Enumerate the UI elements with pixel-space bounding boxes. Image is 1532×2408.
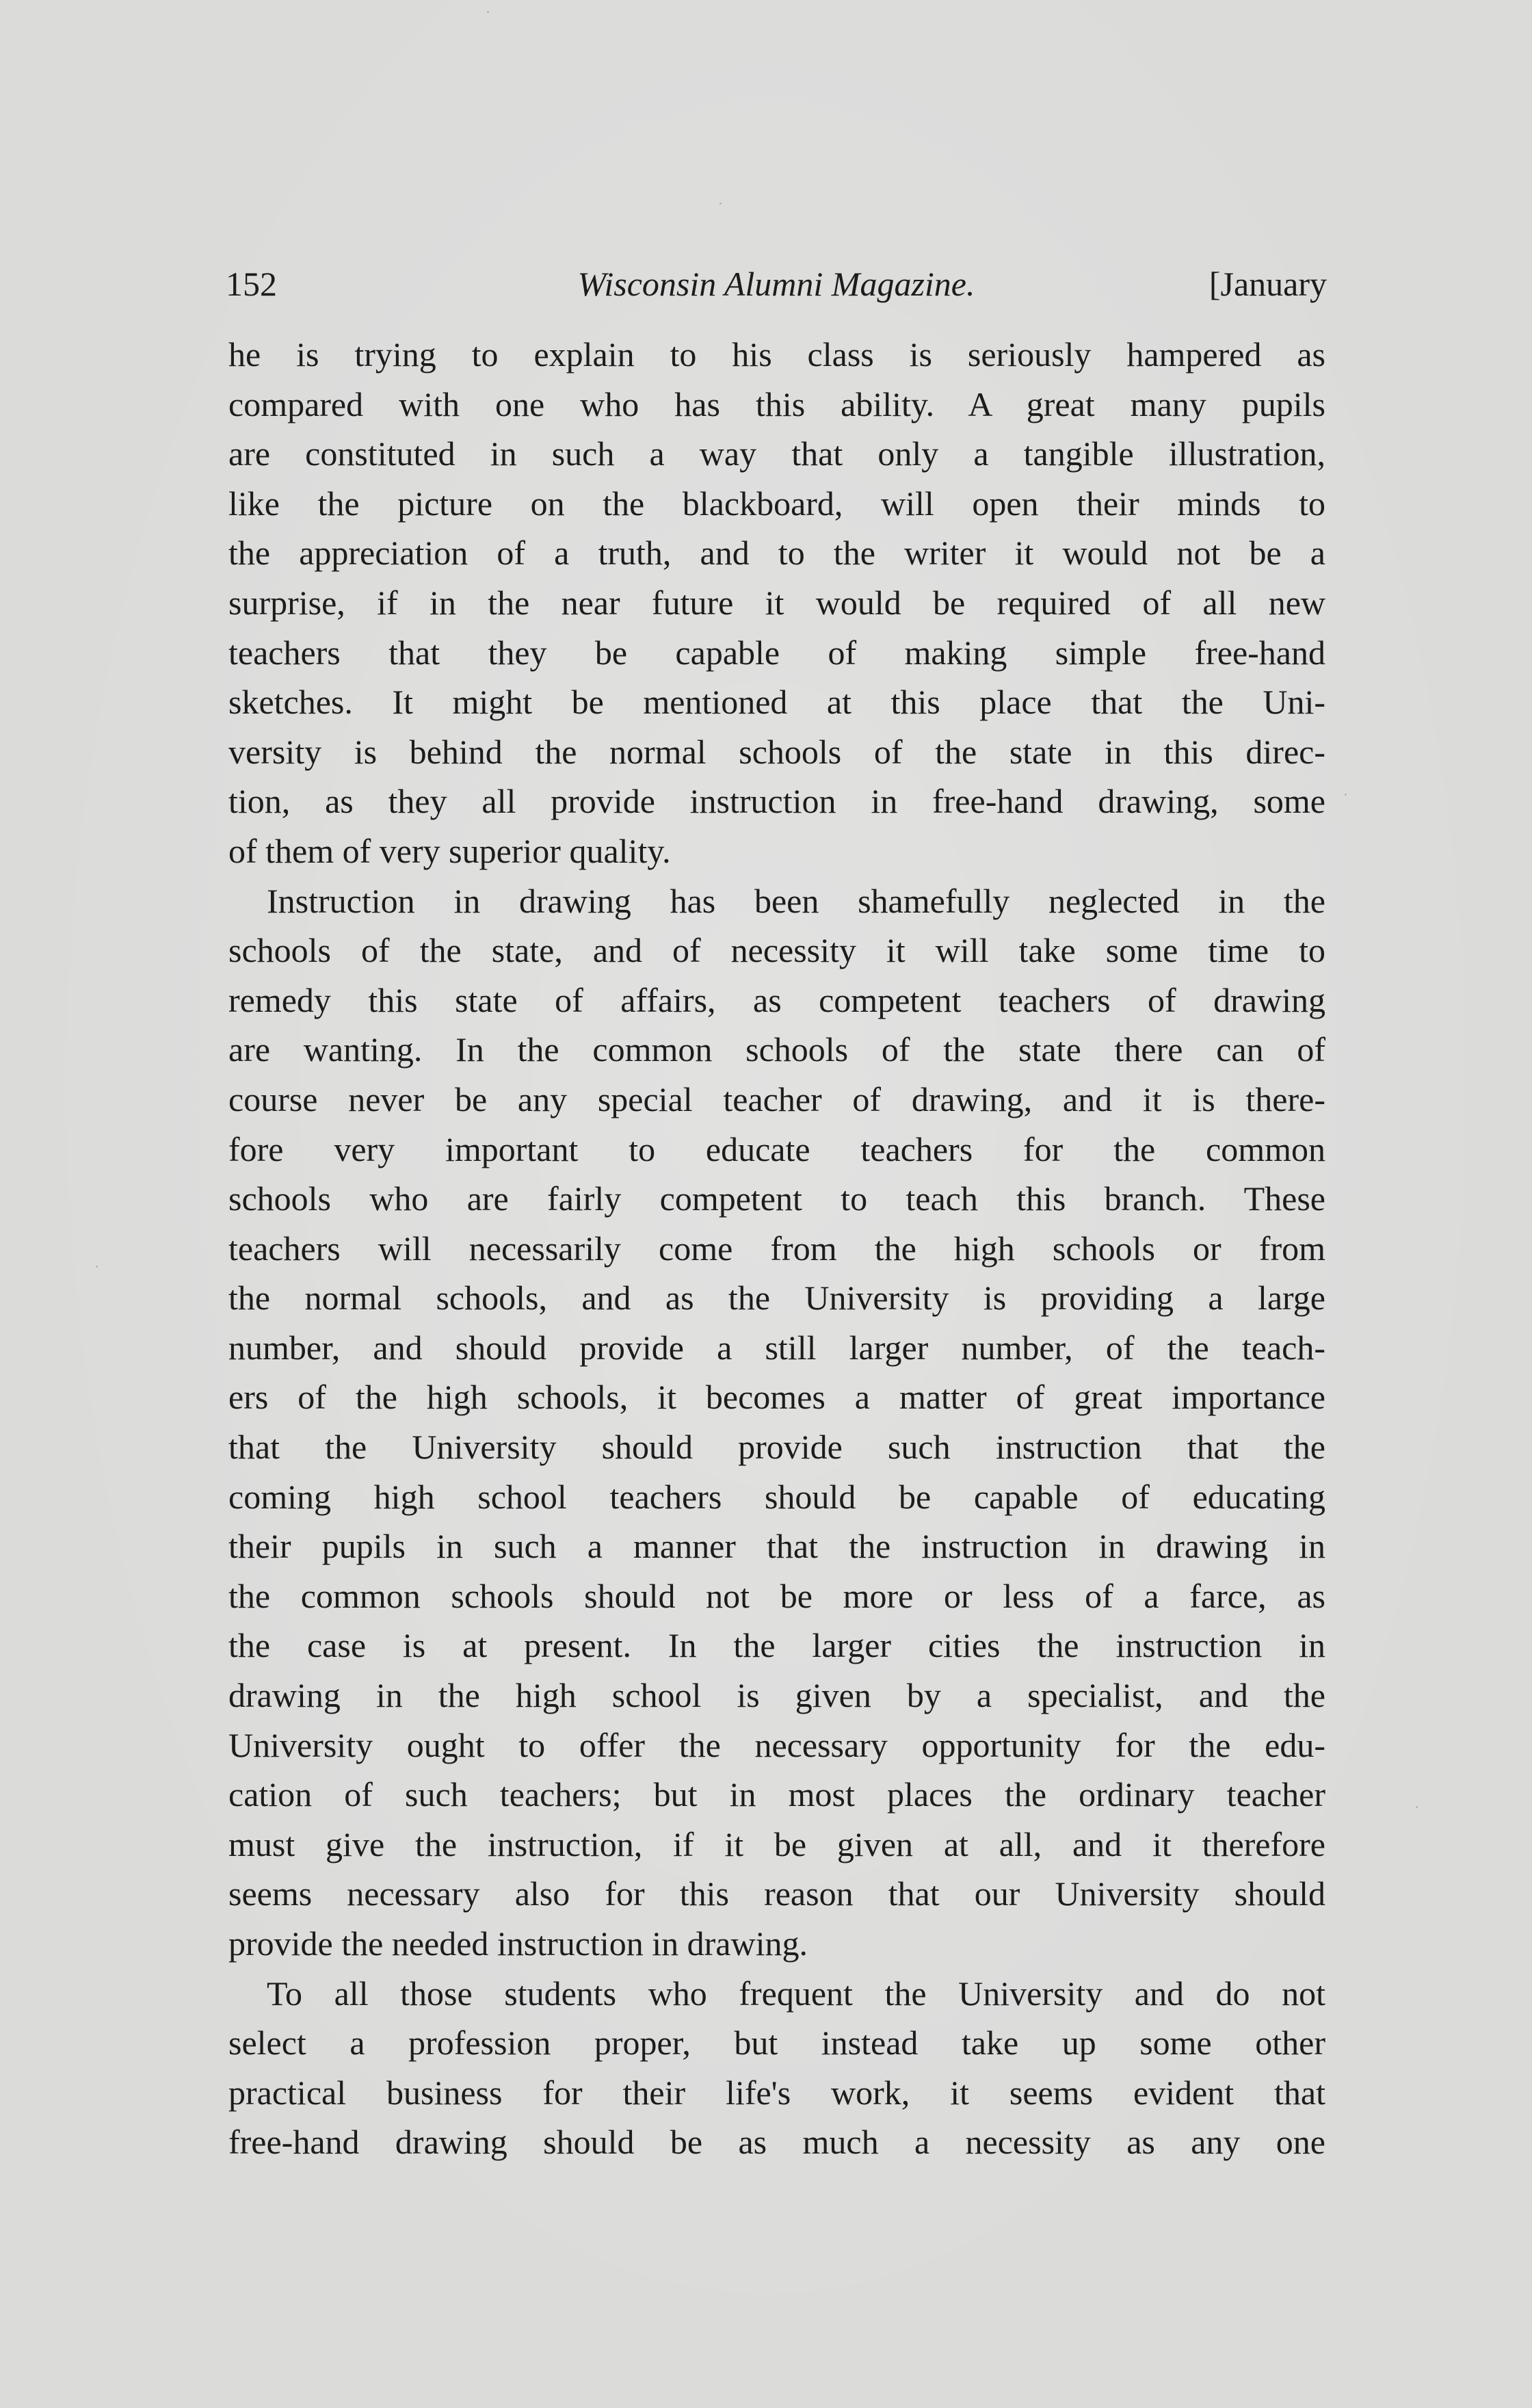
paper-speck [1345, 794, 1347, 796]
paper-speck [96, 1266, 98, 1268]
text-line: Instruction in drawing has been shamefully neglected in the [267, 881, 1325, 920]
text-line: schools of the state, and of necessity it will take some time to [228, 931, 1325, 970]
text-line: the common schools should not be more or less of a farce, as [228, 1576, 1325, 1615]
text-line: teachers that they be capable of making simple free-hand [228, 633, 1325, 672]
text-line: ers of the high schools, it becomes a matter of great importance [228, 1378, 1325, 1417]
text-line: tion, as they all provide instruction in free-hand drawing, some [228, 782, 1325, 821]
text-line: surprise, if in the near future it would be required of all new [228, 583, 1325, 622]
text-line: course never be any special teacher of drawing, and it is there- [228, 1079, 1325, 1118]
text-line: number, and should provide a still larger number, of the teach- [228, 1328, 1325, 1367]
text-line: University ought to offer the necessary opportunity for the edu- [228, 1725, 1325, 1764]
paper-speck [487, 11, 489, 13]
text-line: sketches. It might be mentioned at this place that the Uni- [228, 683, 1325, 722]
text-line: versity is behind the normal schools of the state in this direc- [228, 732, 1325, 771]
text-line: cation of such teachers; but in most places the ordinary teacher [228, 1775, 1325, 1814]
journal-title: Wisconsin Alumni Magazine. [577, 265, 975, 303]
text-line: the case is at present. In the larger cities the instruction in [228, 1626, 1325, 1665]
paragraph-3 [228, 1969, 1325, 2167]
text-line: he is trying to explain to his class is seriously hampered as [228, 335, 1325, 374]
text-line: the normal schools, and as the University is providing a large [228, 1279, 1325, 1318]
paper-speck [719, 202, 722, 205]
text-line: are constituted in such a way that only a tangible illustration, [228, 434, 1325, 473]
text-line: select a profession proper, but instead take up some other [228, 2024, 1325, 2063]
page-number: 152 [226, 265, 277, 303]
text-line: drawing in the high school is given by a specialist, and the [228, 1676, 1325, 1715]
paragraph-2 [228, 876, 1325, 1969]
text-line: coming high school teachers should be capable of educating [228, 1477, 1325, 1516]
text-line: must give the instruction, if it be given at all, and it therefore [228, 1824, 1325, 1863]
text-line: schools who are fairly competent to teach this branch. These [228, 1179, 1325, 1218]
text-line: provide the needed instruction in drawing. [228, 1924, 808, 1963]
text-line: the appreciation of a truth, and to the writer it would not be a [228, 534, 1325, 573]
text-line: compared with one who has this ability. A great many pupils [228, 384, 1325, 423]
text-line: fore very important to educate teachers for the common [228, 1129, 1325, 1168]
paper-speck [1416, 1806, 1418, 1808]
running-head [226, 260, 1327, 308]
text-line: teachers will necessarily come from the high schools or from [228, 1229, 1325, 1268]
text-line: of them of very superior quality. [228, 831, 671, 870]
text-line: their pupils in such a manner that the instruction in drawing in [228, 1527, 1325, 1566]
text-line: like the picture on the blackboard, will open their minds to [228, 484, 1325, 523]
text-line: that the University should provide such instruction that the [228, 1428, 1325, 1467]
text-line: are wanting. In the common schools of the state there can of [228, 1030, 1325, 1069]
text-line: remedy this state of affairs, as competent teachers of drawing [228, 980, 1325, 1019]
article-body [228, 330, 1325, 2167]
paragraph-1 [228, 330, 1325, 876]
text-line: To all those students who frequent the University and do not [267, 1974, 1325, 2013]
text-line: free-hand drawing should be as much a necessity as any one [228, 2123, 1325, 2162]
text-line: practical business for their life's work, it seems evident that [228, 2073, 1325, 2112]
text-line: seems necessary also for this reason that our University should [228, 1874, 1325, 1913]
issue-month: [January [1209, 265, 1327, 303]
